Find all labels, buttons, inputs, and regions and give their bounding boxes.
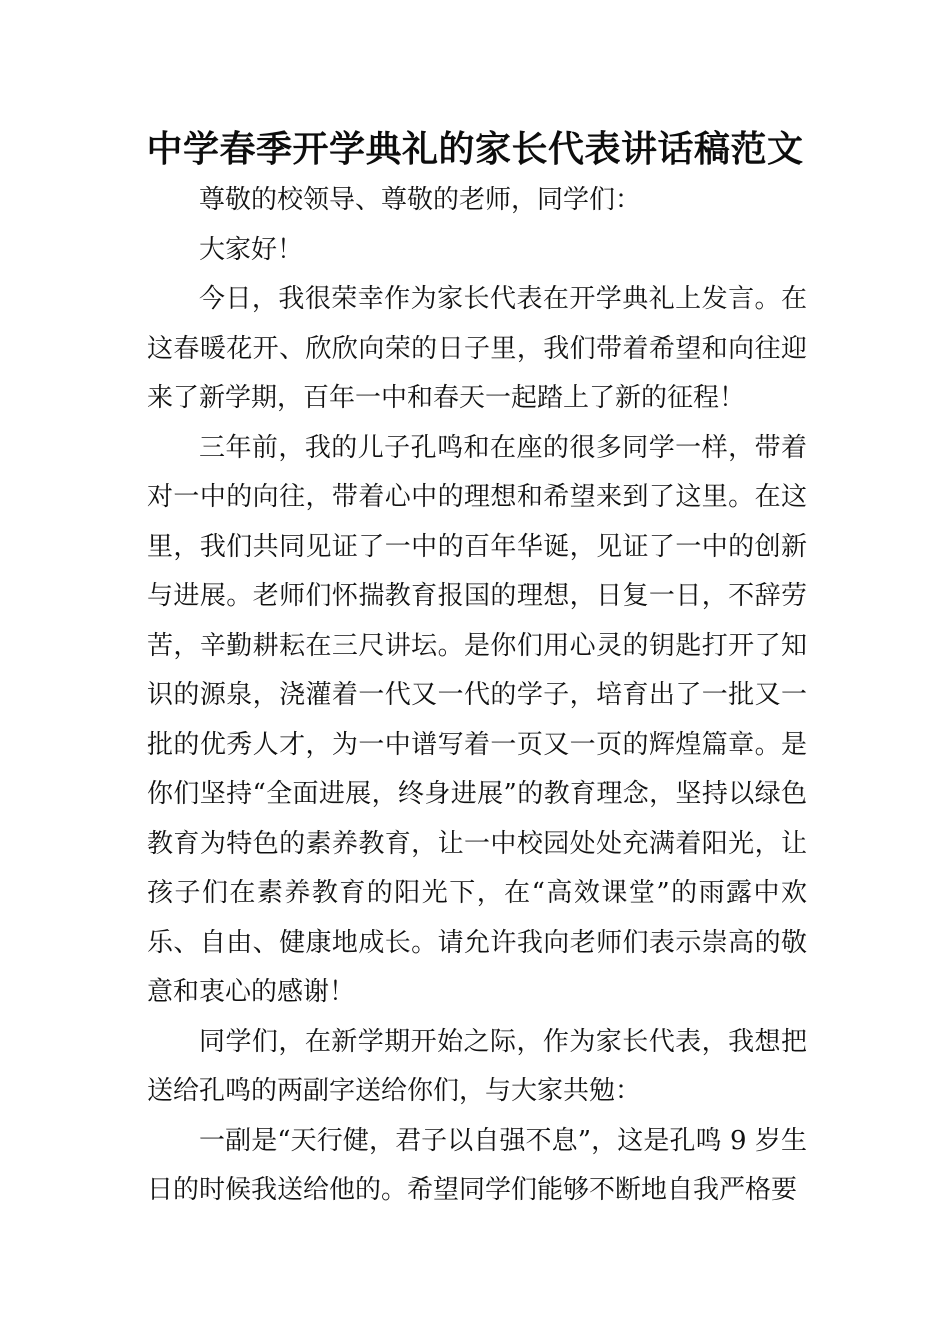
paragraph-greeting: 大家好！ — [199, 234, 304, 265]
paragraph-first-motto: 一副是“天行健，君子以自强不息”，这是孔鸣 9 岁生日的时候我送给他的。希望同学们能够不断地自我严格要 — [147, 1125, 807, 1205]
paragraph-salutation: 尊敬的校领导、尊敬的老师，同学们： — [199, 185, 642, 215]
paragraph-gratitude: 三年前，我的儿子孔鸣和在座的很多同学一样，带着对一中的向往，带着心中的理想和希望来到了这里。在这里，我们共同见证了一中的百年华诞，见证了一中的创新与进展。老师们怀揣教育报国的理想，日复一日，不辞劳苦，辛勤耕耘在三尺讲坛。是你们用心灵的钥匙打开了知识的源泉，浇灌着一代又一代的学子，培育出了一批又一批的优秀人才，为一中谱写着一页又一页的辉煌篇章。是你们坚持“全面进展，终身进展”的教育理念，坚持以绿色教育为特色的素养教育，让一中校园处处充满着阳光，让孩子们在素养教育的阳光下，在“高效课堂”的雨露中欢乐、自由、健康地成长。请允许我向老师们表示崇高的敬意和衷心的感谢！ — [147, 432, 807, 1007]
document-body — [147, 176, 807, 1216]
paragraph-transition: 同学们，在新学期开始之际，作为家长代表，我想把送给孔鸣的两副字送给你们，与大家共勉： — [147, 1026, 807, 1106]
document-title: 中学春季开学典礼的家长代表讲话稿范文 — [146, 129, 804, 170]
paragraph-opening: 今日，我很荣幸作为家长代表在开学典礼上发言。在这春暖花开、欣欣向荣的日子里，我们带着希望和向往迎来了新学期，百年一中和春天一起踏上了新的征程！ — [147, 284, 807, 413]
